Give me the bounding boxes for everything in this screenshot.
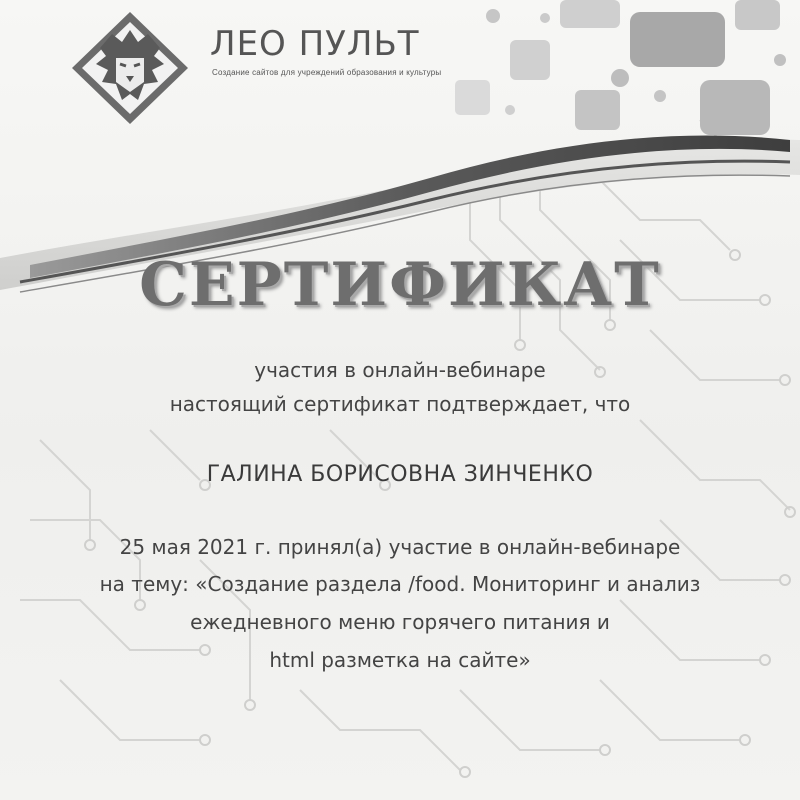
circuit-nodes (85, 250, 795, 777)
certificate-title: СЕРТИФИКАТ (139, 250, 661, 320)
body-line-4: html разметка на сайте» (269, 648, 531, 672)
square-pattern (455, 0, 786, 135)
brand-name: ЛЕО ПУЛЬТ (210, 24, 420, 64)
lion-head-icon (60, 8, 200, 128)
confirmation-line: настоящий сертификат подтверждает, что (169, 392, 631, 416)
recipient-name: ГАЛИНА БОРИСОВНА ЗИНЧЕНКО (206, 462, 594, 487)
brand-tagline: Создание сайтов для учреждений образования и культуры (212, 68, 442, 77)
body-line-2: на тему: «Создание раздела /food. Мониторинг и анализ (99, 572, 701, 596)
body-line-3: ежедневного меню горячего питания и (190, 610, 610, 634)
body-line-1: 25 мая 2021 г. принял(а) участие в онлайн-вебинаре (119, 535, 681, 559)
certificate-subtitle: участия в онлайн-вебинаре (254, 358, 546, 382)
